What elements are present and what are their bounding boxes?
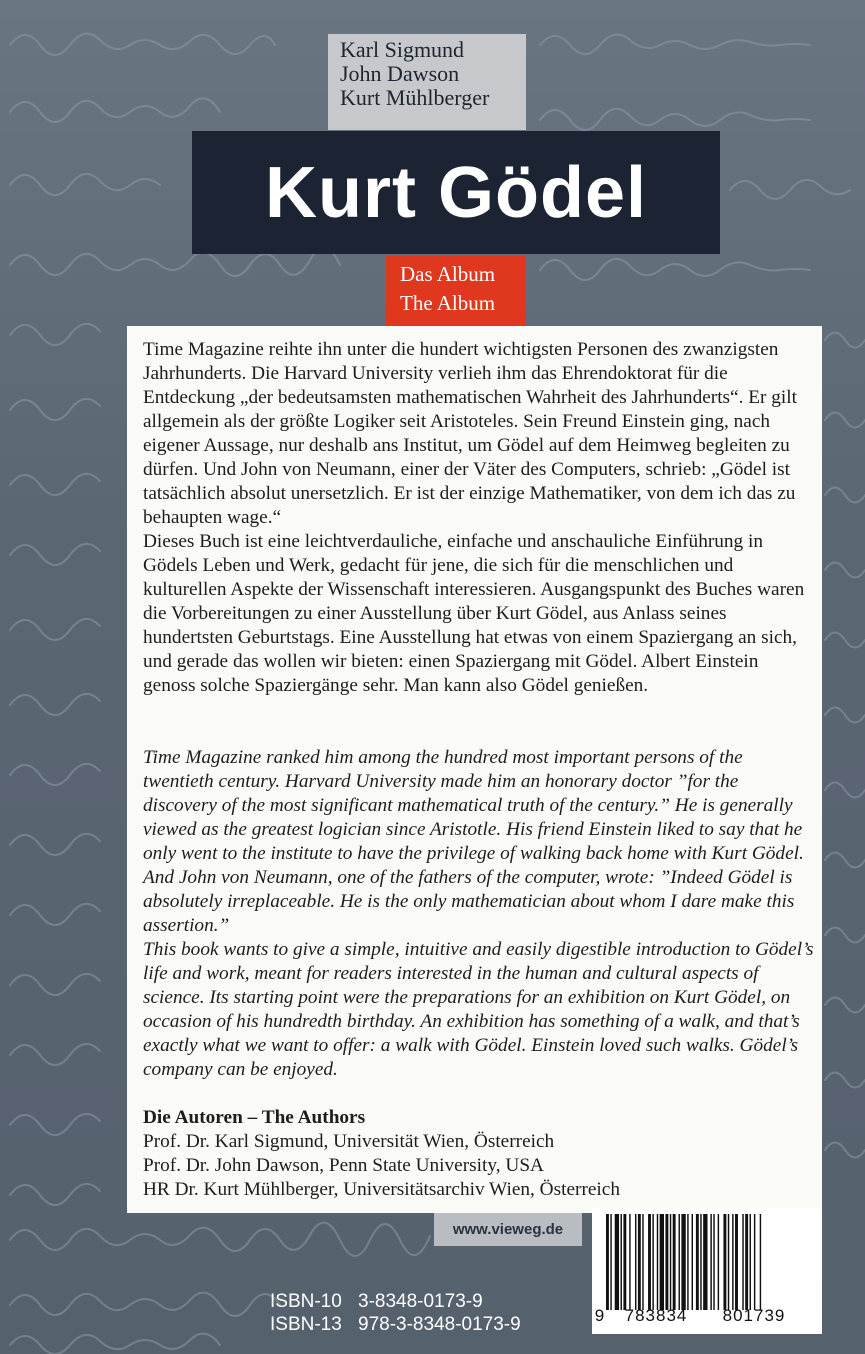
- barcode-bar: [623, 1214, 626, 1310]
- barcode-first-digit: 9: [594, 1306, 606, 1325]
- english-blurb: [143, 746, 815, 1082]
- barcode-bar: [629, 1214, 630, 1310]
- isbn10-value: 3-8348-0173-9: [358, 1291, 483, 1312]
- barcode-bar: [718, 1214, 719, 1310]
- subtitle-box: [386, 256, 526, 326]
- barcode-bar: [679, 1214, 680, 1310]
- barcode-bars: [606, 1214, 810, 1310]
- english-paragraph-1: Time Magazine ranked him among the hundred most important persons of the twentieth century. Harvard University made him an honorary doctor ”for the discovery of the most significant mathematical truth of the century.” He is generally viewed as the greatest logician since Aristotle. His friend Einstein liked to say that he only went to the institute to have the privilege of walking back home with Kurt Gödel. And John von Neumann, one of the fathers of the computer, wrote: ”Indeed Gödel is absolutely irreplaceable. He is the only mathematician about whom I dare make this assertion.”: [143, 747, 804, 936]
- subtitle-german: Das Album: [400, 262, 496, 286]
- barcode-bar: [692, 1214, 693, 1310]
- authors-box: [328, 34, 526, 130]
- barcode-bar: [638, 1214, 641, 1310]
- barcode-bar: [750, 1214, 751, 1310]
- barcode-bar: [652, 1214, 653, 1310]
- authors-section: [143, 1106, 815, 1202]
- authors-heading: Die Autoren – The Authors: [143, 1107, 366, 1128]
- barcode-bar: [700, 1214, 701, 1310]
- german-paragraph-1: Time Magazine reihte ihn unter die hundert wichtigsten Personen des zwanzigsten Jahrhunderts. Die Harvard University verlieh ihm das Ehrendoktorat für die Entdeckung „der bedeutsamsten mathematischen Wahrheit des Jahrhunderts“. Er gilt allgemein als der größte Logiker seit Aristoteles. Sein Freund Einstein ging, nach eigener Aussage, nur deshalb ans Institut, um Gödel auf dem Heimweg begleiten zu dürfen. Und John von Neumann, einer der Väter des Computers, schrieb: „Gödel ist tatsächlich absolut unersetzlich. Er ist der einzige Mathematiker, von dem ich das zu behaupten wage.“: [143, 339, 797, 528]
- german-blurb: [143, 338, 815, 698]
- subtitle-english: The Album: [400, 291, 496, 315]
- barcode-bar: [615, 1214, 619, 1310]
- barcode-bar: [681, 1214, 685, 1310]
- author-name: Karl Sigmund: [340, 37, 465, 62]
- barcode-bar: [710, 1214, 711, 1310]
- barcode-right-group: 801739: [722, 1306, 786, 1325]
- barcode-bar: [670, 1214, 671, 1310]
- barcode-bar: [610, 1214, 611, 1310]
- barcode-bar: [742, 1214, 743, 1310]
- isbn10-line: [270, 1291, 600, 1313]
- author-detail: Prof. Dr. Karl Sigmund, Universität Wien, Österreich: [143, 1131, 555, 1152]
- barcode-bar: [728, 1214, 729, 1310]
- barcode: [592, 1208, 822, 1334]
- barcode-bar: [754, 1214, 755, 1310]
- barcode-bar: [760, 1214, 761, 1310]
- barcode-bar: [735, 1214, 738, 1310]
- german-paragraph-2: Dieses Buch ist eine leichtverdauliche, einfache und anschauliche Einführung in Gödels Leben und Werk, gedacht für jene, die sich für die menschlichen und kulturellen Aspekte der Wissenschaft interessieren. Ausgangspunkt des Buches waren die Vorbereitungen zu einer Ausstellung über Kurt Gödel, aus Anlass seines hundertsten Geburtstags. Eine Ausstellung hat etwas von einem Spaziergang an sich, und gerade das wollen wir bieten: einen Spaziergang mit Gödel. Albert Einstein genoss solche Spaziergänge sehr. Man kann also Gödel genießen.: [143, 531, 805, 696]
- author-detail: HR Dr. Kurt Mühlberger, Universitätsarchiv Wien, Österreich: [143, 1179, 620, 1200]
- title-box: [192, 131, 720, 254]
- isbn13-value: 978-3-8348-0173-9: [358, 1314, 521, 1335]
- barcode-bar: [713, 1214, 714, 1310]
- isbn13-label: ISBN-13: [270, 1314, 342, 1335]
- english-paragraph-2: This book wants to give a simple, intuitive and easily digestible introduction to Gödel’s life and work, meant for readers interested in the human and cultural aspects of science. Its starting point were the preparations for an exhibition on Kurt Gödel, on occasion of his hundredth birthday. An exhibition has something of a walk, and that’s exactly what we want to offer: a walk with Gödel. Einstein loved such walks. Gödel’s company can be enjoyed.: [143, 939, 814, 1080]
- publisher-url-box: [434, 1213, 582, 1246]
- publisher-url: www.vieweg.de: [452, 1221, 564, 1238]
- barcode-bar: [606, 1214, 609, 1310]
- barcode-digits: [592, 1306, 822, 1326]
- barcode-left-group: 783834: [624, 1306, 688, 1325]
- barcode-bar: [665, 1214, 668, 1310]
- isbn13-line: [270, 1314, 600, 1336]
- barcode-bar: [703, 1214, 707, 1310]
- barcode-bar: [696, 1214, 699, 1310]
- barcode-bar: [745, 1214, 748, 1310]
- barcode-bar: [673, 1214, 676, 1310]
- author-name: Kurt Mühlberger: [340, 85, 490, 110]
- barcode-bar: [687, 1214, 688, 1310]
- barcode-bar: [732, 1214, 733, 1310]
- barcode-bar: [660, 1214, 664, 1310]
- barcode-bar: [642, 1214, 643, 1310]
- barcode-bar: [648, 1214, 651, 1310]
- isbn10-label: ISBN-10: [270, 1291, 342, 1312]
- author-name: John Dawson: [340, 61, 460, 86]
- book-title: Kurt Gödel: [265, 152, 647, 233]
- barcode-bar: [635, 1214, 636, 1310]
- barcode-bar: [657, 1214, 658, 1310]
- barcode-bar: [723, 1214, 726, 1310]
- barcode-bar: [621, 1214, 622, 1310]
- author-detail: Prof. Dr. John Dawson, Penn State University, USA: [143, 1155, 544, 1176]
